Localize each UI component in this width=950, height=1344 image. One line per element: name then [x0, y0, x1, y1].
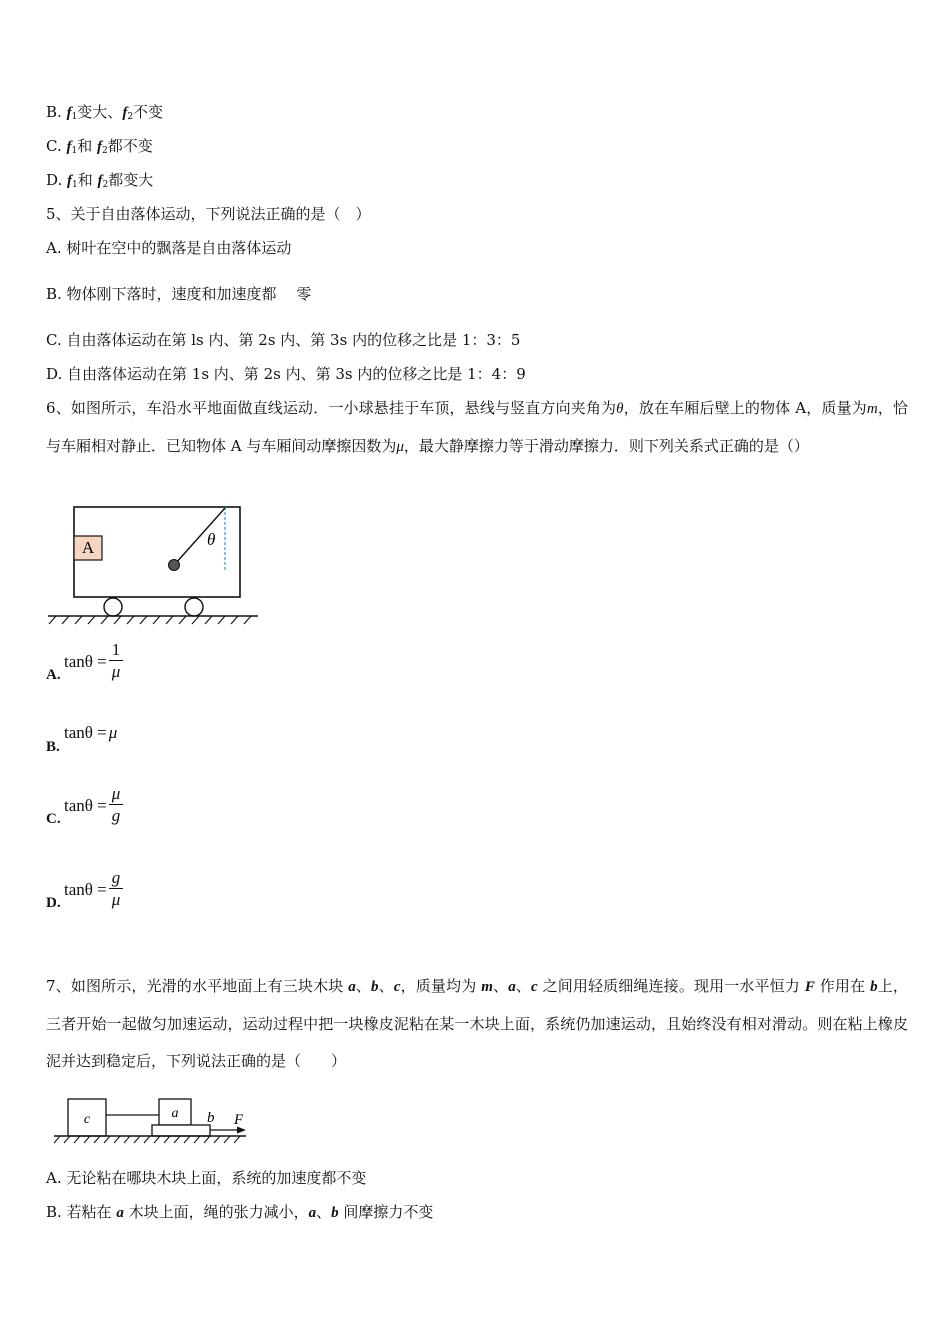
block-b: [152, 1125, 210, 1136]
block-a-label: A: [81, 538, 95, 557]
q5-option-a: A. 树叶在空中的飘落是自由落体运动: [46, 239, 292, 257]
block-c-label: c: [83, 1112, 91, 1127]
pendulum-ball: [169, 560, 180, 571]
q6-option-b-formula: tanθ = μ: [64, 723, 118, 742]
q6-option-d-formula: tanθ = $\frac{g}{\mu}$: [64, 868, 123, 911]
q5-option-c: C. 自由落体运动在第 ls 内、第 2s 内、第 3s 内的位移之比是 1：3：5: [46, 331, 521, 349]
q6-option-c-label: C.: [46, 811, 61, 827]
q7-blocks-figure: [52, 1092, 252, 1150]
q7-option-a: A. 无论粘在哪块木块上面，系统的加速度都不变: [46, 1169, 367, 1187]
q6-option-b-label: B.: [46, 739, 60, 755]
q4-option-c: C. $f_1$和 $f_2$都不变: [46, 137, 153, 156]
q7-option-b: B. 若粘在 a 木块上面，绳的张力减小，a、b 间摩擦力不变: [46, 1203, 434, 1221]
wheel-right: [185, 598, 203, 616]
force-label: F: [234, 1112, 244, 1128]
q5-stem: 5、关于自由落体运动，下列说法正确的是（ ）: [46, 205, 371, 223]
q4-option-b: B. $f_1$变大、$f_2$不变: [46, 103, 164, 122]
q6-cart-figure: [44, 500, 264, 630]
q4-option-d: D. $f_1$和 $f_2$都变大: [46, 171, 154, 190]
block-b-label: b: [207, 1110, 215, 1126]
angle-label: θ: [207, 530, 216, 549]
pendulum-string: [175, 508, 225, 564]
ground-hatching: [54, 1136, 240, 1143]
q5-option-d: D. 自由落体运动在第 1s 内、第 2s 内、第 3s 内的位移之比是 1：4：9: [46, 365, 526, 383]
q5-option-b: B. 物体刚下落时，速度和加速度都 零: [46, 285, 312, 303]
q6-option-c-formula: tanθ = $\frac{\mu}{g}$: [64, 784, 123, 827]
q6-option-a-formula: tanθ = $\frac{1}{\mu}$: [64, 640, 123, 683]
block-a-label: a: [171, 1106, 179, 1121]
q6-stem: 6、如图所示，车沿水平地面做直线运动．一小球悬挂于车顶，悬线与竖直方向夹角为θ，放在车厢后壁上的物体 A，质量为m，恰与车厢相对静止．已知物体 A 与车厢间动摩擦因数为μ，最大静摩擦力等于滑动摩擦力．则下列关系式正确的是（）: [46, 399, 908, 455]
q6-option-a-label: A.: [46, 667, 61, 683]
wheel-left: [104, 598, 122, 616]
q7-stem: 7、如图所示，光滑的水平地面上有三块木块 a、b、c，质量均为 m、a、c 之间用轻质细绳连接。现用一水平恒力 F 作用在 b上，三者开始一起做匀加速运动，运动过程中把一块橡皮泥粘在某一木块上面，系统仍加速运动，且始终没有相对滑动。则在粘上橡皮泥并达到稳定后，下列说法正确的是（ ）: [46, 977, 908, 1070]
ground-hatching: [49, 616, 251, 624]
q6-option-d-label: D.: [46, 895, 61, 911]
